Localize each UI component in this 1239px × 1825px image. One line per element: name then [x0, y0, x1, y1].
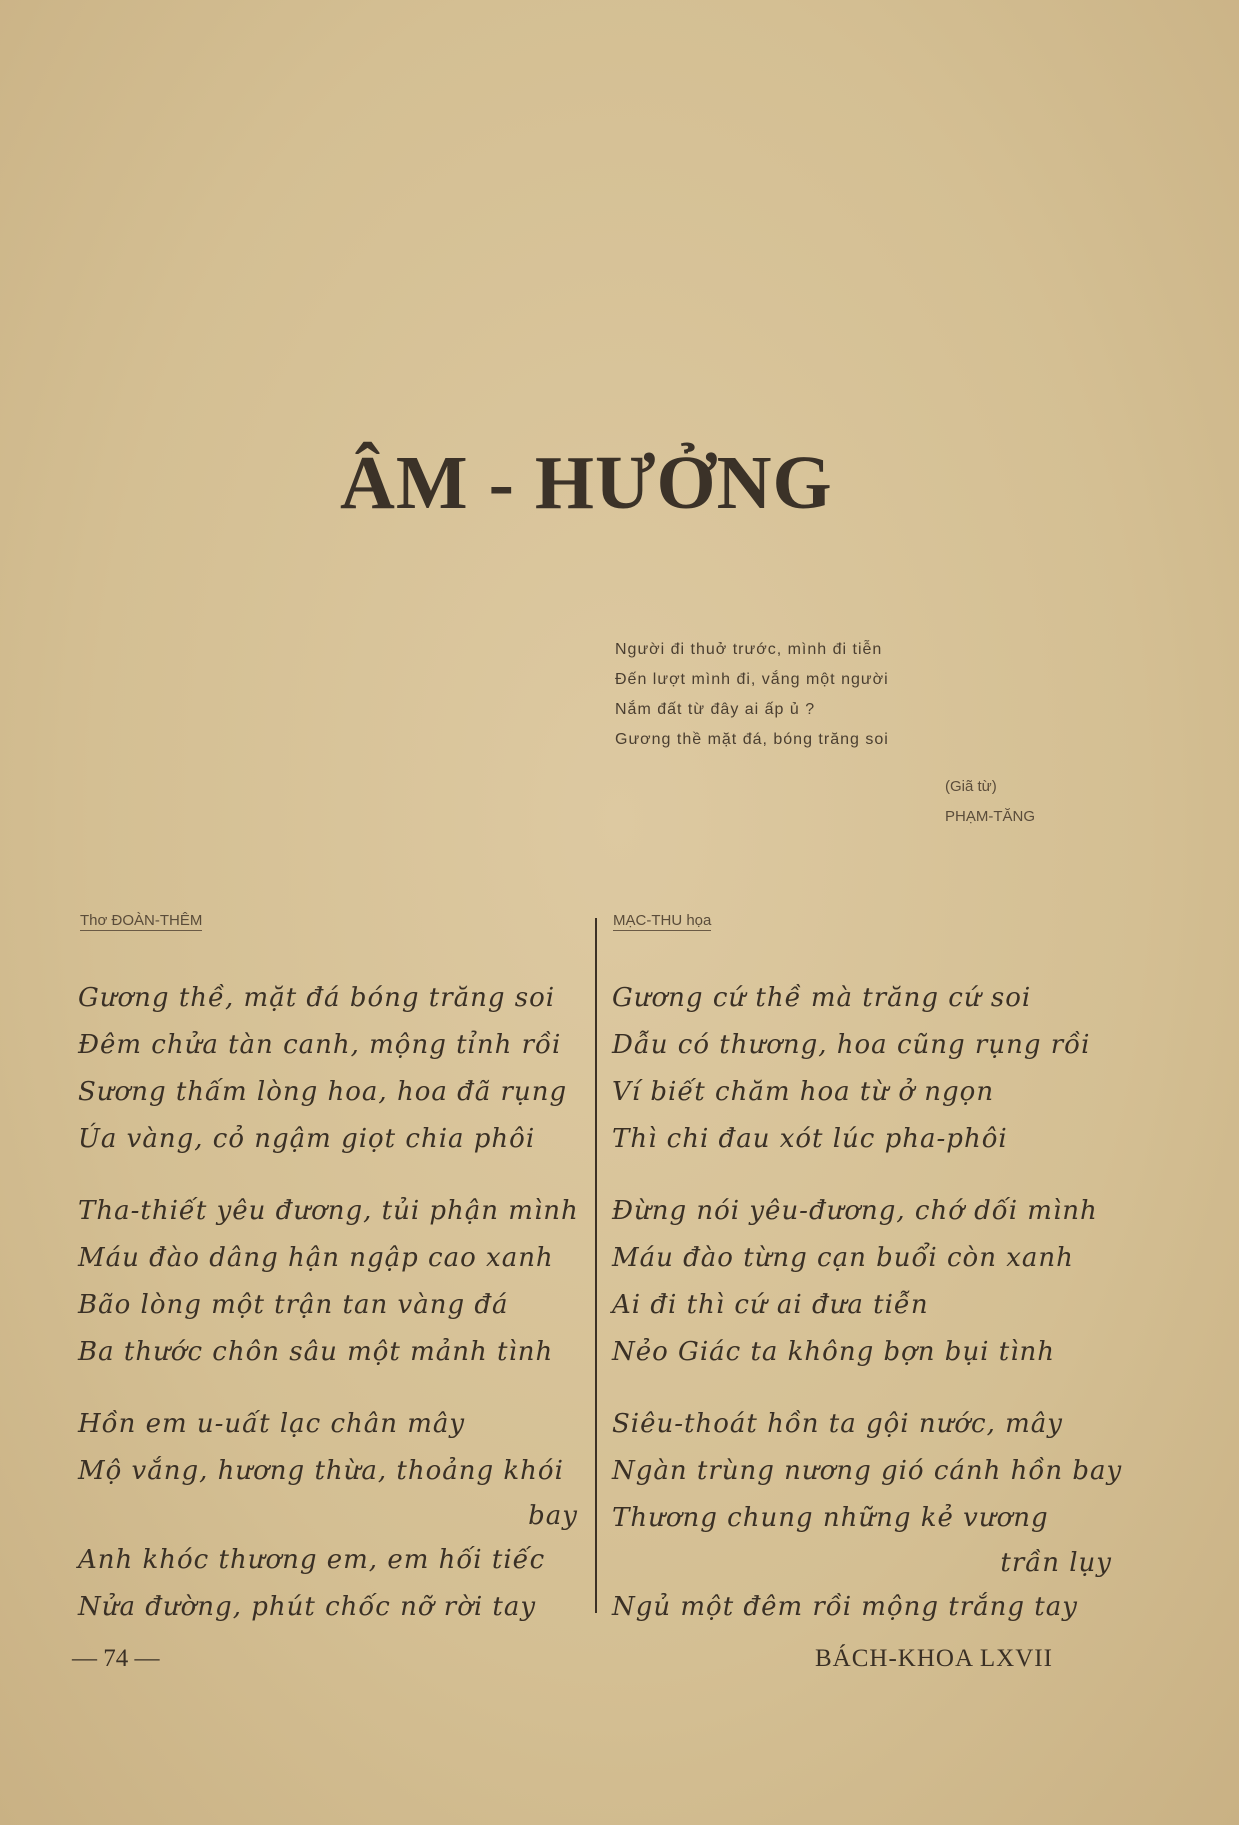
verse-line: Ai đi thì cứ ai đưa tiễn	[612, 1290, 929, 1320]
stanza	[612, 1188, 1112, 1376]
epigraph-line: Đến lượt mình đi, vắng một người	[615, 671, 889, 688]
verse-line: Thì chi đau xót lúc pha-phôi	[612, 1124, 1008, 1154]
verse-line: Sương thấm lòng hoa, hoa đã rụng	[78, 1077, 568, 1107]
stanza	[78, 975, 578, 1163]
verse-line: Hồn em u-uất lạc chân mây	[78, 1409, 466, 1439]
epigraph	[615, 635, 995, 755]
verse-line: Ngàn trùng nương gió cánh hồn bay	[612, 1456, 1123, 1486]
verse-line: Thương chung những kẻ vương	[612, 1503, 1049, 1533]
verse-line: Đêm chửa tàn canh, mộng tỉnh rồi	[78, 1030, 562, 1060]
verse-line: Đừng nói yêu-đương, chớ dối mình	[612, 1196, 1098, 1226]
magazine-issue: BÁCH-KHOA LXVII	[815, 1645, 1053, 1672]
verse-line: Dẫu có thương, hoa cũng rụng rồi	[612, 1030, 1091, 1060]
stanza	[78, 1401, 578, 1631]
stanza	[612, 975, 1112, 1163]
epigraph-attribution	[945, 772, 1125, 832]
verse-line: Nửa đường, phút chốc nỡ rời tay	[78, 1592, 537, 1622]
epigraph-source: (Giã từ)	[945, 778, 997, 795]
epigraph-line: Nắm đất từ đây ai ấp ủ ?	[615, 701, 816, 718]
poem-title: ÂM - HƯỞNG	[340, 441, 833, 525]
verse-line: Ngủ một đêm rồi mộng trắng tay	[612, 1592, 1078, 1622]
right-poem	[612, 975, 1123, 1656]
verse-line: Gương thề, mặt đá bóng trăng soi	[78, 983, 556, 1013]
left-poem-credit: Thơ ĐOÀN-THÊM	[80, 912, 203, 929]
epigraph-line: Người đi thuở trước, mình đi tiễn	[615, 641, 883, 658]
epigraph-author: PHẠM-TĂNG	[945, 808, 1035, 825]
right-poem-credit: MẠC-THU họa	[613, 912, 712, 929]
verse-line-continuation: bay	[528, 1501, 578, 1531]
verse-line: Máu đào dâng hận ngập cao xanh	[78, 1243, 554, 1273]
verse-line: Máu đào từng cạn buổi còn xanh	[612, 1243, 1074, 1273]
verse-line: Ví biết chăm hoa từ ở ngọn	[612, 1077, 995, 1107]
verse-line-continuation: trần lụy	[1000, 1548, 1112, 1578]
stanza	[78, 1188, 578, 1376]
verse-line: Anh khóc thương em, em hối tiếc	[78, 1545, 546, 1575]
verse-line: Nẻo Giác ta không bợn bụi tình	[612, 1337, 1056, 1367]
verse-line: Gương cứ thề mà trăng cứ soi	[612, 983, 1032, 1013]
verse-line: Siêu-thoát hồn ta gội nước, mây	[612, 1409, 1063, 1439]
verse-line: Bão lòng một trận tan vàng đá	[78, 1290, 509, 1320]
verse-line: Ba thước chôn sâu một mảnh tình	[78, 1337, 554, 1367]
verse-line: Mộ vắng, hương thừa, thoảng khói	[78, 1456, 564, 1486]
page-number: — 74 —	[72, 1645, 160, 1672]
column-divider	[595, 918, 597, 1613]
left-poem	[78, 975, 578, 1656]
epigraph-line: Gương thề mặt đá, bóng trăng soi	[615, 731, 889, 748]
verse-line: Tha-thiết yêu đương, tủi phận mình	[78, 1196, 579, 1226]
stanza	[612, 1401, 1123, 1631]
verse-line: Úa vàng, cỏ ngậm giọt chia phôi	[78, 1124, 536, 1154]
